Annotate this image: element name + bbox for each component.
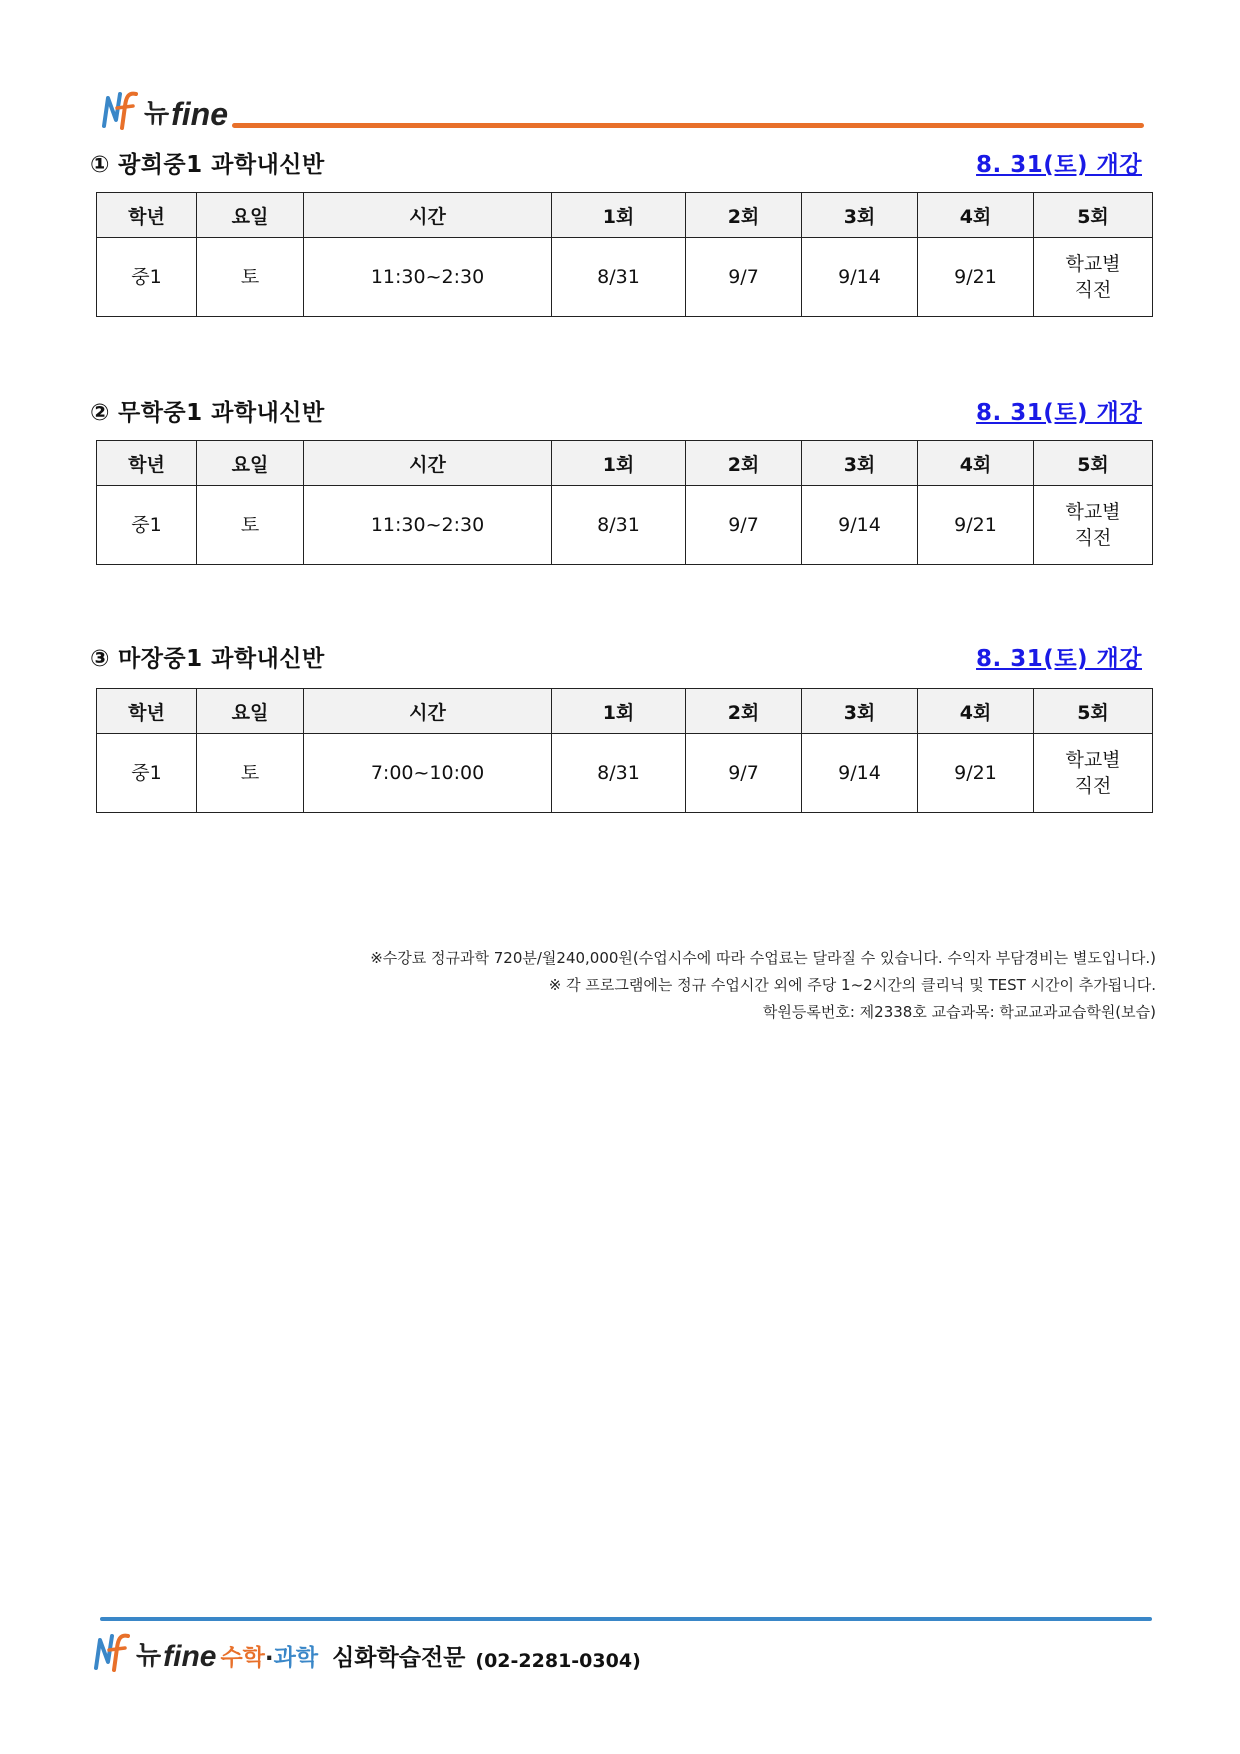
nf-logo-icon xyxy=(100,90,142,130)
schedule-table-3 xyxy=(96,688,1153,813)
note-registration: 학원등록번호: 제2338호 교습과목: 학교교과교습학원(보습) xyxy=(762,1003,1156,1021)
open-date-link-3[interactable]: 8. 31(토) 개강 xyxy=(976,646,1142,672)
cell-session-3: 9/14 xyxy=(802,486,918,565)
col-header-grade: 학년 xyxy=(97,689,197,734)
header-logo xyxy=(100,90,228,130)
table-row xyxy=(97,734,1153,813)
col-header-session-4: 4회 xyxy=(918,193,1034,238)
cell-session-5 xyxy=(1034,238,1153,317)
brand-nyu: 뉴 xyxy=(144,99,170,129)
col-header-session-2: 2회 xyxy=(686,193,802,238)
note-fee: ※수강료 정규과학 720분/월240,000원(수업시수에 따라 수업료는 달라질 수 있습니다. 수익자 부담경비는 별도입니다.) xyxy=(370,949,1156,967)
col-header-session-5: 5회 xyxy=(1034,193,1153,238)
footer-subject-math: 수학 xyxy=(220,1645,265,1671)
cell-session-2: 9/7 xyxy=(686,734,802,813)
cell-time: 7:00~10:00 xyxy=(304,734,552,813)
cell-time: 11:30~2:30 xyxy=(304,486,552,565)
footer-divider xyxy=(100,1617,1152,1621)
cell-session-5 xyxy=(1034,734,1153,813)
table-header-row xyxy=(97,441,1153,486)
cell-session-4: 9/21 xyxy=(918,486,1034,565)
cell-session-2: 9/7 xyxy=(686,486,802,565)
footer-phone: (02-2281-0304) xyxy=(475,1650,641,1672)
schedule-table-2 xyxy=(96,440,1153,565)
col-header-session-2: 2회 xyxy=(686,441,802,486)
section-number: ① xyxy=(90,152,110,178)
schedule-table-1 xyxy=(96,192,1153,317)
cell-session-3: 9/14 xyxy=(802,734,918,813)
col-header-day: 요일 xyxy=(197,193,304,238)
cell-session-1: 8/31 xyxy=(552,486,686,565)
col-header-session-3: 3회 xyxy=(802,689,918,734)
section-title-2 xyxy=(90,394,325,427)
cell-session-5 xyxy=(1034,486,1153,565)
section-number: ③ xyxy=(90,646,110,672)
cell-day: 토 xyxy=(197,734,304,813)
table-row xyxy=(97,238,1153,317)
brand-fine: fine xyxy=(163,1640,217,1673)
col-header-session-5: 5회 xyxy=(1034,689,1153,734)
brand-fine: fine xyxy=(171,96,229,132)
col-header-session-4: 4회 xyxy=(918,689,1034,734)
col-header-session-1: 1회 xyxy=(552,441,686,486)
col-header-time: 시간 xyxy=(304,193,552,238)
header-divider xyxy=(232,123,1144,128)
footer-tagline: 심화학습전문 xyxy=(332,1645,466,1671)
cell-session-1: 8/31 xyxy=(552,238,686,317)
table-row xyxy=(97,486,1153,565)
col-header-time: 시간 xyxy=(304,441,552,486)
session-5-line-1: 학교별 xyxy=(1065,501,1121,523)
open-date-link-2[interactable]: 8. 31(토) 개강 xyxy=(976,400,1142,426)
section-title-text: 무학중1 과학내신반 xyxy=(117,400,325,426)
col-header-grade: 학년 xyxy=(97,441,197,486)
section-title-text: 마장중1 과학내신반 xyxy=(117,646,325,672)
section-title-text: 광희중1 과학내신반 xyxy=(117,152,325,178)
col-header-day: 요일 xyxy=(197,689,304,734)
col-header-session-3: 3회 xyxy=(802,193,918,238)
col-header-time: 시간 xyxy=(304,689,552,734)
footer-subject-science: 과학 xyxy=(273,1645,319,1671)
session-5-line-1: 학교별 xyxy=(1065,253,1121,275)
cell-grade: 중1 xyxy=(97,734,197,813)
session-5-line-1: 학교별 xyxy=(1065,749,1121,771)
section-title-1 xyxy=(90,146,325,179)
cell-session-2: 9/7 xyxy=(686,238,802,317)
cell-session-3: 9/14 xyxy=(802,238,918,317)
table-header-row xyxy=(97,689,1153,734)
cell-grade: 중1 xyxy=(97,238,197,317)
note-clinic: ※ 각 프로그램에는 정규 수업시간 외에 주당 1~2시간의 클리닉 및 TEST 시간이 추가됩니다. xyxy=(548,976,1156,994)
cell-time: 11:30~2:30 xyxy=(304,238,552,317)
table-header-row xyxy=(97,193,1153,238)
brand-nyu: 뉴 xyxy=(136,1641,162,1671)
footer-logo xyxy=(92,1632,641,1672)
section-number: ② xyxy=(90,400,110,426)
session-5-line-2: 직전 xyxy=(1074,279,1112,301)
col-header-session-2: 2회 xyxy=(686,689,802,734)
cell-session-1: 8/31 xyxy=(552,734,686,813)
cell-session-4: 9/21 xyxy=(918,238,1034,317)
col-header-session-1: 1회 xyxy=(552,193,686,238)
col-header-session-4: 4회 xyxy=(918,441,1034,486)
notes-block xyxy=(370,945,1156,1026)
session-5-line-2: 직전 xyxy=(1074,527,1112,549)
cell-grade: 중1 xyxy=(97,486,197,565)
col-header-session-5: 5회 xyxy=(1034,441,1153,486)
col-header-session-3: 3회 xyxy=(802,441,918,486)
cell-day: 토 xyxy=(197,486,304,565)
cell-day: 토 xyxy=(197,238,304,317)
col-header-session-1: 1회 xyxy=(552,689,686,734)
section-title-3 xyxy=(90,640,325,673)
col-header-day: 요일 xyxy=(197,441,304,486)
footer-dot: · xyxy=(264,1646,274,1672)
col-header-grade: 학년 xyxy=(97,193,197,238)
cell-session-4: 9/21 xyxy=(918,734,1034,813)
session-5-line-2: 직전 xyxy=(1074,775,1112,797)
open-date-link-1[interactable]: 8. 31(토) 개강 xyxy=(976,152,1142,178)
nf-logo-icon xyxy=(92,1632,134,1672)
